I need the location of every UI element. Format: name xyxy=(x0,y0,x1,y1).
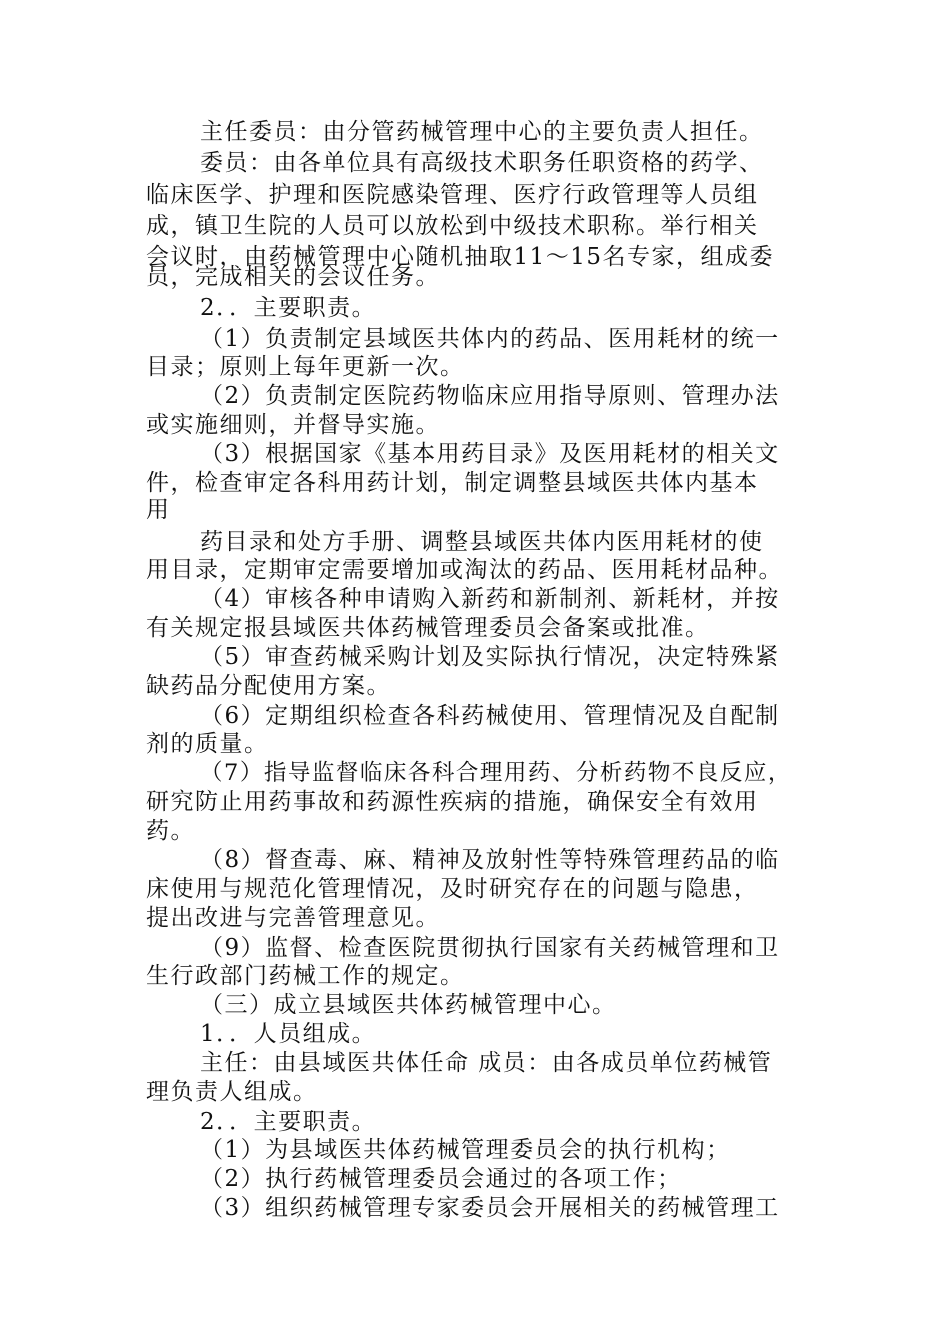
text-line: 委员：由各单位具有高级技术职务任职资格的药学、 xyxy=(200,150,764,176)
text-line: 1．．人员组成。 xyxy=(200,1021,377,1047)
text-line: （2）执行药械管理委员会通过的各项工作； xyxy=(200,1166,682,1192)
text-line: 成，镇卫生院的人员可以放松到中级技术职称。举行相关 xyxy=(146,213,759,239)
text-line: 剂的质量。 xyxy=(146,731,269,757)
text-line: （6）定期组织检查各科药械使用、管理情况及自配制 xyxy=(200,703,780,729)
text-line: 2．．主要职责。 xyxy=(200,295,377,321)
text-line: （3）根据国家《基本用药目录》及医用耗材的相关文 xyxy=(200,441,780,467)
text-line: 生行政部门药械工作的规定。 xyxy=(146,963,465,989)
text-line: （2）负责制定医院药物临床应用指导原则、管理办法 xyxy=(200,383,780,409)
text-line: 主任委员：由分管药械管理中心的主要负责人担任。 xyxy=(200,119,764,145)
text-line: 会议时，由药械管理中心随机抽取11～15名专家，组成委 xyxy=(146,244,775,270)
text-line: 或实施细则，并督导实施。 xyxy=(146,412,440,438)
text-line: 理负责人组成。 xyxy=(146,1079,318,1105)
text-line: 员，完成相关的会议任务。 xyxy=(146,264,440,290)
text-line: 用 xyxy=(146,497,171,523)
text-line: （5）审查药械采购计划及实际执行情况，决定特殊紧 xyxy=(200,644,780,670)
text-line: （1）为县域医共体药械管理委员会的执行机构； xyxy=(200,1137,731,1163)
text-line: 研究防止用药事故和药源性疾病的措施，确保安全有效用 xyxy=(146,789,759,815)
text-line: （7）指导监督临床各科合理用药、分析药物不良反应， xyxy=(200,760,792,786)
text-line: 床使用与规范化管理情况，及时研究存在的问题与隐患， xyxy=(146,876,759,902)
text-line: 主任：由县域医共体任命 成员：由各成员单位药械管 xyxy=(200,1050,773,1076)
text-line: 临床医学、护理和医院感染管理、医疗行政管理等人员组 xyxy=(146,182,759,208)
text-line: 药。 xyxy=(146,818,195,844)
text-line: 目录；原则上每年更新一次。 xyxy=(146,354,465,380)
text-line: 2．．主要职责。 xyxy=(200,1109,377,1135)
text-line: （8）督查毒、麻、精神及放射性等特殊管理药品的临 xyxy=(200,847,780,873)
text-line: （3）组织药械管理专家委员会开展相关的药械管理工 xyxy=(200,1195,780,1221)
text-line: 缺药品分配使用方案。 xyxy=(146,673,391,699)
text-line: 药目录和处方手册、调整县域医共体内医用耗材的使 xyxy=(200,529,764,555)
text-line: 有关规定报县域医共体药械管理委员会备案或批准。 xyxy=(146,615,710,641)
text-line: （9）监督、检查医院贯彻执行国家有关药械管理和卫 xyxy=(200,935,780,961)
text-line: （4）审核各种申请购入新药和新制剂、新耗材，并按 xyxy=(200,586,780,612)
text-line: 提出改进与完善管理意见。 xyxy=(146,905,440,931)
text-line: 用目录，定期审定需要增加或淘汰的药品、医用耗材品种。 xyxy=(146,557,783,583)
text-line: 件，检查审定各科用药计划，制定调整县域医共体内基本 xyxy=(146,470,759,496)
section-heading: （三）成立县域医共体药械管理中心。 xyxy=(200,992,617,1018)
text-line: （1）负责制定县域医共体内的药品、医用耗材的统一 xyxy=(200,326,780,352)
